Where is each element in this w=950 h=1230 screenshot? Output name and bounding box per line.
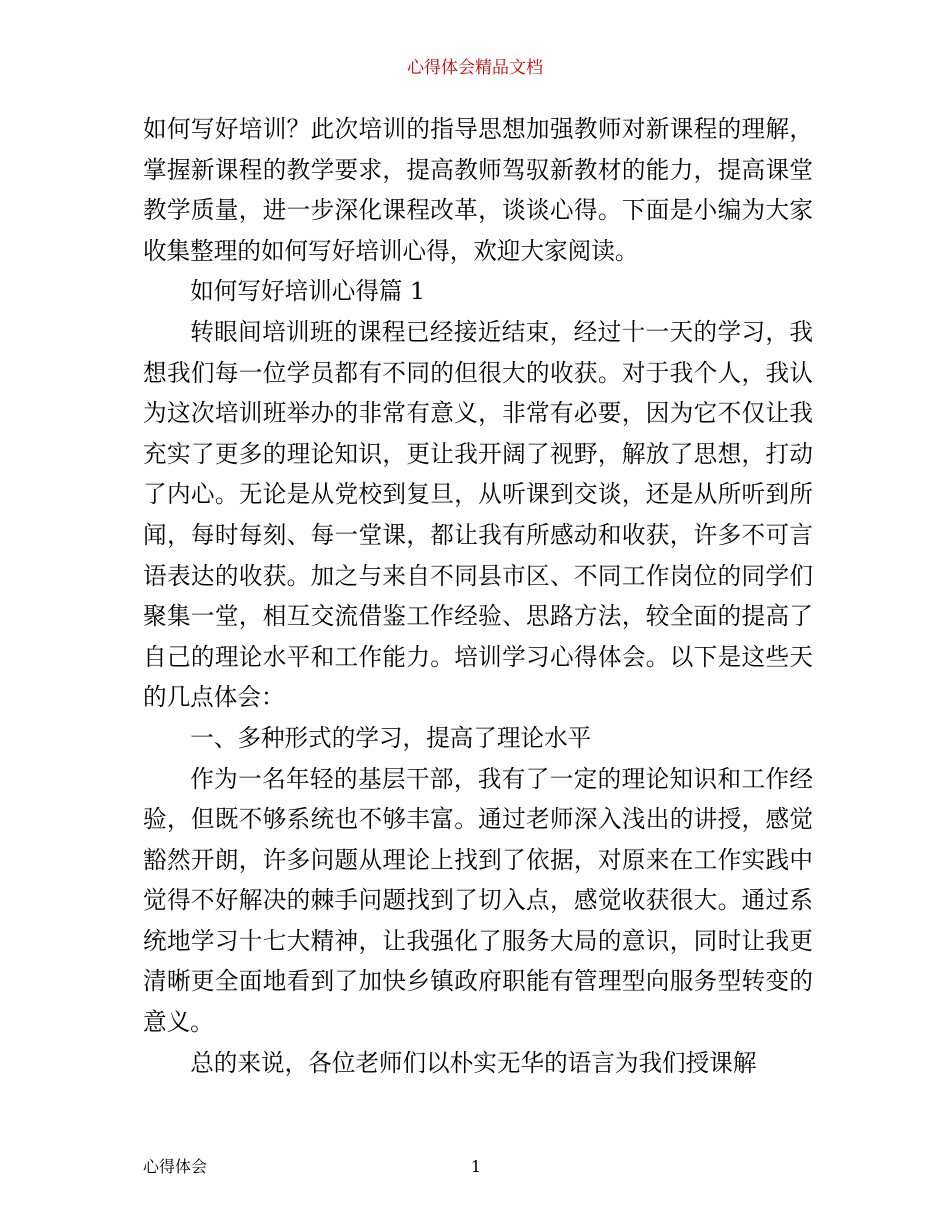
page-header-title: 心得体会精品文档 <box>407 58 543 78</box>
intro-paragraph: 如何写好培训？此次培训的指导思想加强教师对新课程的理解，掌握新课程的教学要求，提高教师驾驭新教材的能力，提高课堂教学质量，进一步深化课程改革，谈谈心得。下面是小编为大家收集整理的如何写好培训心得，欢迎大家阅读。 <box>143 115 813 265</box>
body-paragraph: 总的来说，各位老师们以朴实无华的语言为我们授课解 <box>190 1048 757 1077</box>
section-heading: 如何写好培训心得篇 1 <box>190 277 426 306</box>
document-body <box>143 109 813 1083</box>
body-paragraph: 转眼间培训班的课程已经接近结束，经过十一天的学习，我想我们每一位学员都有不同的但很大的收获。对于我个人，我认为这次培训班举办的非常有意义，非常有必要，因为它不仅让我充实了更多的理论知识，更让我开阔了视野，解放了思想，打动了内心。无论是从党校到复旦，从听课到交谈，还是从所听到所闻，每时每刻、每一堂课，都让我有所感动和收获，许多不可言语表达的收获。加之与来自不同县市区、不同工作岗位的同学们聚集一堂，相互交流借鉴工作经验、思路方法，较全面的提高了自己的理论水平和工作能力。培训学习心得体会。以下是这些天的几点体会： <box>143 317 813 712</box>
page-number: 1 <box>470 1157 482 1176</box>
subsection-heading: 一、多种形式的学习，提高了理论水平 <box>190 723 592 752</box>
footer-label: 心得体会 <box>143 1157 208 1176</box>
body-paragraph: 作为一名年轻的基层干部，我有了一定的理论知识和工作经验，但既不够系统也不够丰富。通过老师深入浅出的讲授，感觉豁然开朗，许多问题从理论上找到了依据，对原来在工作实践中觉得不好解决的棘手问题找到了切入点，感觉收获很大。通过系统地学习十七大精神，让我强化了服务大局的意识，同时让我更清晰更全面地看到了加快乡镇政府职能有管理型向服务型转变的意义。 <box>143 764 813 1037</box>
